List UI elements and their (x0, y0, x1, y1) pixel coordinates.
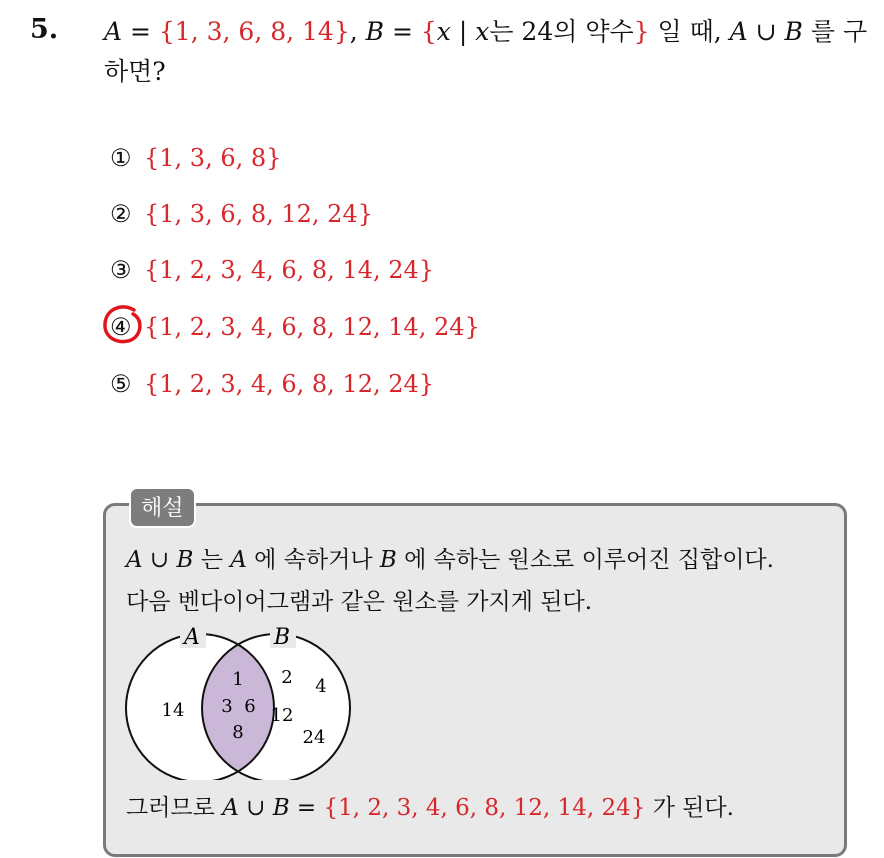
set-a-name: A (230, 547, 247, 573)
answer-circle-mark (101, 303, 147, 347)
choice-2[interactable] (110, 200, 373, 228)
union-expression: A ∪ B (222, 795, 290, 821)
venn-label-b: B (273, 625, 291, 650)
question-number: 5. (30, 14, 59, 45)
choice-mark: ③ (110, 256, 132, 284)
set-b-close-brace: } (633, 17, 650, 46)
choice-1[interactable] (110, 144, 281, 172)
equals-sign-b: = (384, 17, 421, 46)
venn-diagram (118, 622, 368, 780)
venn-both-element: 6 (244, 696, 256, 717)
text: 그러므로 (126, 795, 223, 821)
choice-mark: ① (110, 144, 132, 172)
text: 에 속하거나 (246, 547, 380, 573)
choice-mark: ④ (110, 313, 132, 341)
choice-value: {1, 3, 6, 8} (144, 144, 282, 172)
solution-line-2: 다음 벤다이어그램과 같은 원소를 가지게 된다. (126, 589, 593, 615)
set-b-name: B (379, 547, 397, 573)
set-b-bar: | (450, 17, 476, 46)
equals-sign: = (289, 795, 324, 821)
ask-suffix: 를 구하면? (104, 17, 868, 86)
venn-label-a: A (184, 625, 200, 650)
question-text: A = {1, 3, 6, 8, 14}, B = {x | x는 24의 약수} 일 때, A ∪ B 를 구하면? (104, 17, 868, 86)
solution-tag: 해설 (129, 487, 196, 528)
set-b-variable-2: x (475, 17, 490, 46)
choice-value: {1, 2, 3, 4, 6, 8, 14, 24} (144, 256, 435, 284)
choice-value: {1, 2, 3, 4, 6, 8, 12, 24} (144, 370, 435, 398)
venn-both-element: 8 (232, 722, 244, 743)
set-b-open-brace: { (420, 17, 437, 46)
choice-mark: ⑤ (110, 370, 132, 398)
choice-3[interactable] (110, 256, 434, 284)
venn-only-b-element: 4 (315, 676, 327, 697)
venn-only-a-element: 14 (161, 700, 185, 721)
set-a-elements: {1, 3, 6, 8, 14} (158, 17, 350, 46)
solution-conclusion (126, 789, 734, 822)
venn-only-b-element: 12 (270, 705, 294, 726)
union-expression: A ∪ B (126, 547, 194, 573)
choice-4[interactable] (110, 313, 480, 341)
choice-mark: ② (110, 200, 132, 228)
equals-sign: = (122, 17, 159, 46)
set-b-variable: x (436, 17, 451, 46)
set-b-condition: 는 24의 약수 (489, 17, 634, 46)
venn-both-element: 3 (221, 696, 233, 717)
choice-5[interactable] (110, 370, 434, 398)
venn-only-b-element: 2 (281, 667, 293, 688)
set-a-name: A (104, 17, 123, 46)
union-expression: A ∪ B (729, 17, 803, 46)
choice-value: {1, 2, 3, 4, 6, 8, 12, 14, 24} (144, 313, 480, 341)
set-b-name: B (365, 17, 385, 46)
solution-line-1 (126, 541, 774, 574)
choice-value: {1, 3, 6, 8, 12, 24} (144, 200, 373, 228)
text: 가 된다. (645, 795, 734, 821)
venn-both-element: 1 (232, 669, 244, 690)
result-set: {1, 2, 3, 4, 6, 8, 12, 14, 24} (323, 795, 646, 821)
venn-only-b-element: 24 (302, 727, 326, 748)
text: 는 (193, 547, 231, 573)
text: 에 속하는 원소로 이루어진 집합이다. (396, 547, 774, 573)
ask-prefix: 일 때, (649, 17, 730, 46)
